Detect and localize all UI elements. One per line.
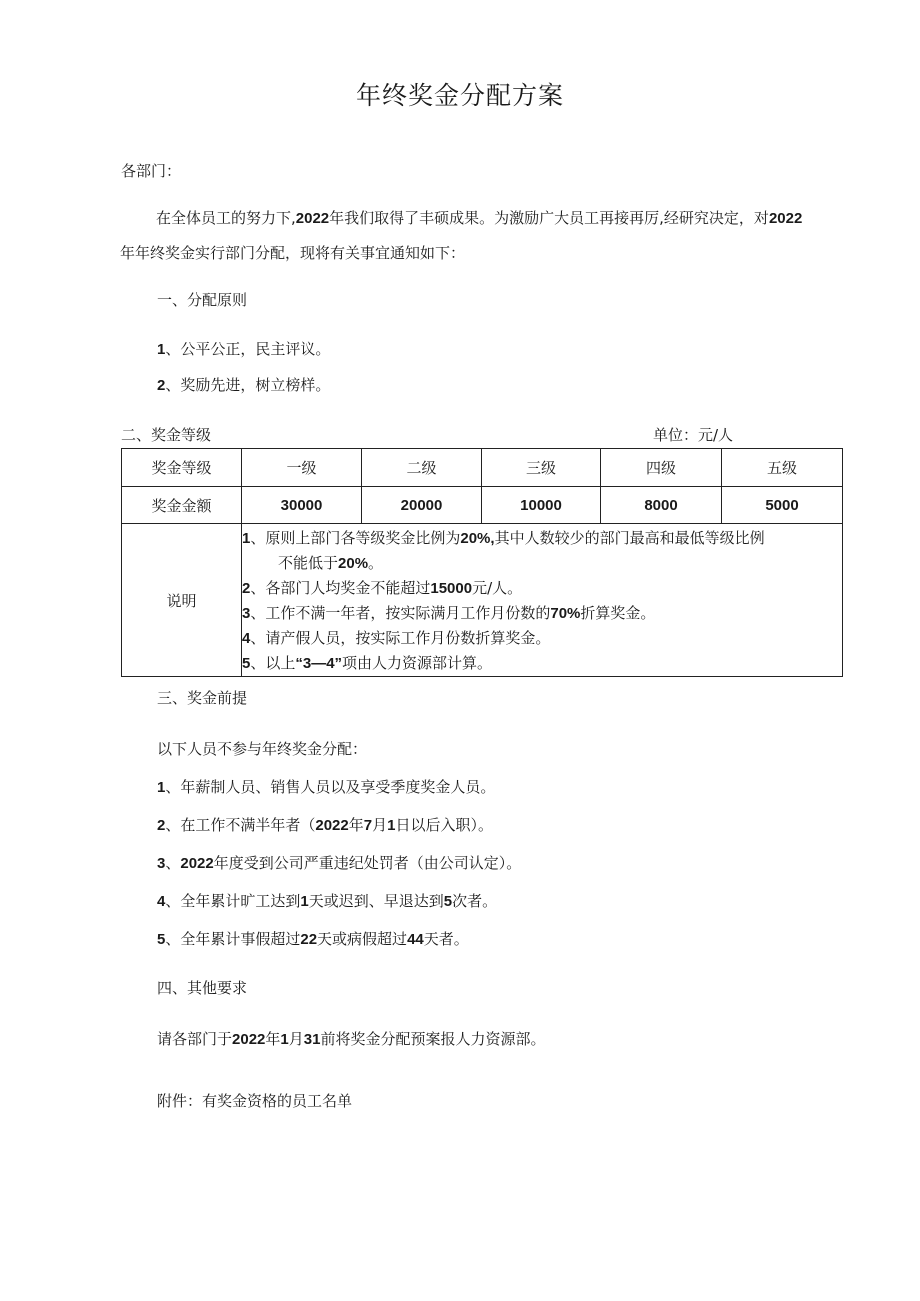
note-4 xyxy=(242,626,842,651)
section3-item-4 xyxy=(157,890,497,911)
item-value: 5 xyxy=(443,893,453,910)
note-value: “3—4” xyxy=(295,655,343,672)
intro-text-1: 在全体员工的努力下, xyxy=(156,209,296,227)
section3-lead: 以下人员不参与年终奖金分配： xyxy=(157,740,368,758)
note-value: 20% xyxy=(338,555,369,572)
amount-cell: 5000 xyxy=(722,487,843,524)
item-value: 22 xyxy=(300,931,318,948)
item-number: 4 xyxy=(157,893,166,910)
note-number: 5 xyxy=(242,655,251,672)
item-text: 天者。 xyxy=(423,930,469,948)
note-text: 、请产假人员，按实际工作月份数折算奖金。 xyxy=(250,629,551,647)
note-3 xyxy=(242,601,842,626)
level-cell: 五级 xyxy=(722,449,843,487)
unit-label: 单位：元/人 xyxy=(653,426,734,444)
note-text: 、原则上部门各等级奖金比例为 xyxy=(250,529,461,547)
note-continuation xyxy=(242,551,842,576)
item-text: 、年薪制人员、销售人员以及享受季度奖金人员。 xyxy=(165,778,496,796)
amount-cell: 20000 xyxy=(362,487,482,524)
bonus-level-table xyxy=(121,448,843,677)
item-text: 、全年累计事假超过 xyxy=(165,930,301,948)
note-text: 、以上 xyxy=(250,654,296,672)
item-text: 月 xyxy=(372,816,388,834)
para-text: 前将奖金分配预案报人力资源部。 xyxy=(320,1030,546,1048)
note-value: 20%, xyxy=(460,530,495,547)
item-text: 年 xyxy=(348,816,364,834)
row-label-level: 奖金等级 xyxy=(122,449,242,487)
item-text: 、公平公正，民主评议。 xyxy=(165,340,331,358)
section3-heading: 三、奖金前提 xyxy=(157,689,248,707)
section1-item-1 xyxy=(157,338,330,359)
row-label-notes: 说明 xyxy=(122,524,242,677)
section2-heading: 二、奖金等级 xyxy=(121,426,212,444)
section3-item-3 xyxy=(157,852,521,873)
item-text: 年度受到公司严重违纪处罚者（由公司认定）。 xyxy=(213,854,522,872)
note-text: 、工作不满一年者，按实际满月工作月份数的 xyxy=(250,604,551,622)
section4-heading: 四、其他要求 xyxy=(157,979,248,997)
note-text: 。 xyxy=(368,554,384,572)
amount-cell: 8000 xyxy=(601,487,722,524)
note-2 xyxy=(242,576,842,601)
item-number: 3 xyxy=(157,855,166,872)
item-number: 2 xyxy=(157,817,166,834)
note-text: 、各部门人均奖金不能超过 xyxy=(250,579,431,597)
document-title: 年终奖金分配方案 xyxy=(355,81,564,110)
note-value: 70% xyxy=(550,605,581,622)
section1-item-2 xyxy=(157,374,330,395)
item-value: 44 xyxy=(407,931,424,948)
para-value: 2022 xyxy=(232,1031,266,1048)
item-number: 5 xyxy=(157,931,166,948)
table-row-levels xyxy=(122,449,843,487)
para-value: 1 xyxy=(280,1031,289,1048)
salutation: 各部门： xyxy=(121,162,182,180)
note-number: 2 xyxy=(242,580,251,597)
item-number: 1 xyxy=(157,779,166,796)
para-text: 月 xyxy=(288,1030,304,1048)
row-label-amount: 奖金金额 xyxy=(122,487,242,524)
intro-text-2: 年我们取得了丰硕成果。为激励广大员工再接再厉,经研究决定，对 xyxy=(329,209,769,227)
note-text: 项由人力资源部计算。 xyxy=(342,654,493,672)
item-value: 1 xyxy=(300,893,309,910)
section4-paragraph xyxy=(157,1028,545,1049)
notes-cell xyxy=(242,524,843,677)
section3-item-2 xyxy=(157,814,493,835)
para-text: 请各部门于 xyxy=(157,1030,233,1048)
item-value: 2022 xyxy=(180,855,214,872)
table-row-amounts xyxy=(122,487,843,524)
item-value: 1 xyxy=(387,817,396,834)
table-row-notes xyxy=(122,524,843,677)
item-text: 、奖励先进，树立榜样。 xyxy=(165,376,331,394)
item-number: 1 xyxy=(157,341,166,358)
note-text: 不能低于 xyxy=(278,554,339,572)
note-1 xyxy=(242,526,842,576)
item-text: 次者。 xyxy=(452,892,498,910)
amount-cell: 30000 xyxy=(242,487,362,524)
amount-cell: 10000 xyxy=(482,487,601,524)
note-5 xyxy=(242,651,842,676)
level-cell: 三级 xyxy=(482,449,601,487)
level-cell: 四级 xyxy=(601,449,722,487)
note-text: 元/人。 xyxy=(472,579,523,597)
note-number: 4 xyxy=(242,630,251,647)
note-value: 15000 xyxy=(430,580,473,597)
level-cell: 二级 xyxy=(362,449,482,487)
item-value: 2022 xyxy=(315,817,349,834)
intro-year-1: 2022 xyxy=(295,210,330,227)
attachment-line: 附件：有奖金资格的员工名单 xyxy=(157,1092,353,1110)
level-cell: 一级 xyxy=(242,449,362,487)
item-text: 、 xyxy=(165,854,181,872)
item-value: 7 xyxy=(363,817,373,834)
section3-item-5 xyxy=(157,928,469,949)
section3-item-1 xyxy=(157,776,495,797)
note-number: 1 xyxy=(242,530,251,547)
item-text: 天或迟到、早退达到 xyxy=(308,892,444,910)
intro-paragraph xyxy=(120,201,810,270)
item-number: 2 xyxy=(157,377,166,394)
item-text: 天或病假超过 xyxy=(317,930,408,948)
item-text: 、全年累计旷工达到 xyxy=(165,892,301,910)
section1-heading: 一、分配原则 xyxy=(157,291,248,309)
item-text: 、在工作不满半年者（ xyxy=(165,816,316,834)
item-text: 日以后入职）。 xyxy=(395,816,493,834)
note-number: 3 xyxy=(242,605,251,622)
intro-text-3: 年年终奖金实行部门分配，现将有关事宜通知如下： xyxy=(120,244,466,262)
para-text: 年 xyxy=(265,1030,281,1048)
para-value: 31 xyxy=(303,1031,321,1048)
note-text: 其中人数较少的部门最高和最低等级比例 xyxy=(494,529,765,547)
note-text: 折算奖金。 xyxy=(580,604,656,622)
intro-year-2: 2022 xyxy=(768,210,803,227)
